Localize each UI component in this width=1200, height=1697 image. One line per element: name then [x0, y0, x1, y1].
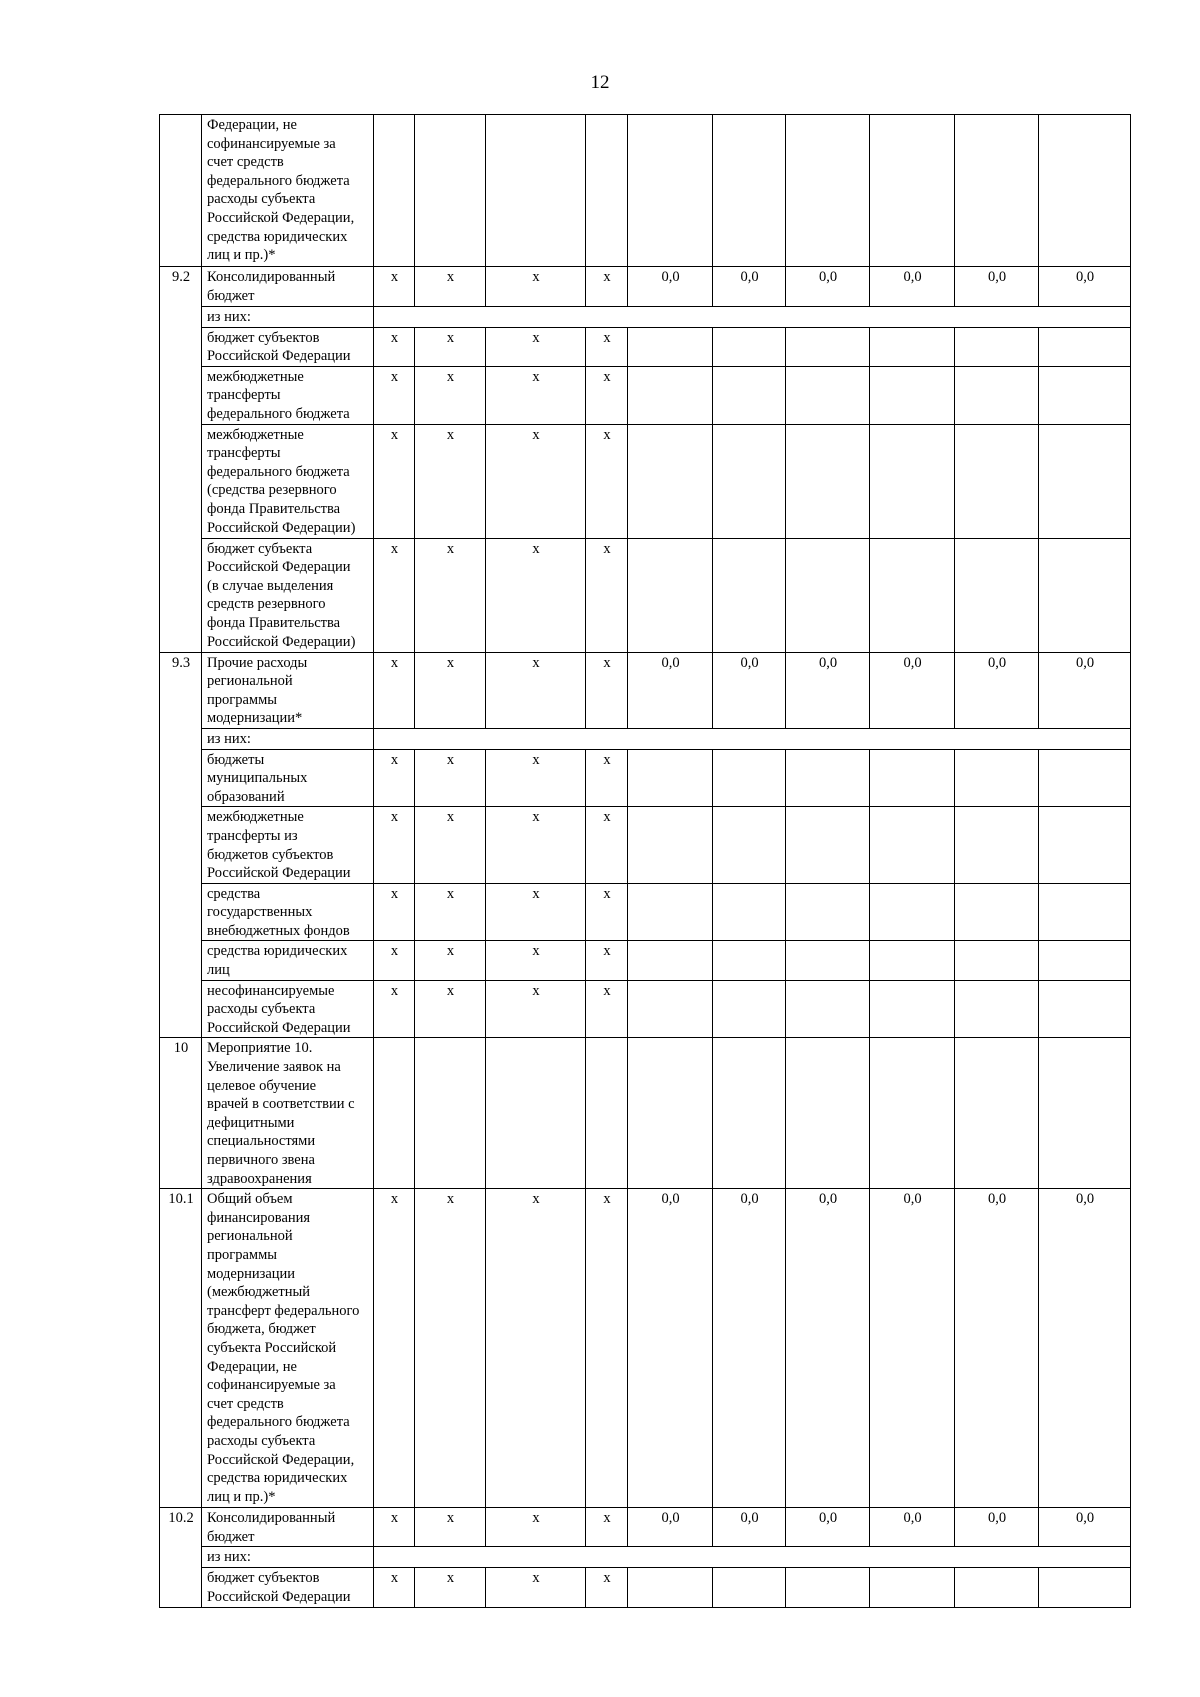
item-label: межбюджетные трансферты федерального бюджета (средства резервного фонда Правительства Российской Федерации)	[202, 424, 374, 538]
empty-cell	[870, 1567, 955, 1607]
x-mark-cell: х	[374, 941, 415, 980]
x-mark-cell: х	[374, 883, 415, 941]
empty-cell	[955, 883, 1039, 941]
item-label: средства юридических лиц	[202, 941, 374, 980]
empty-cell	[628, 1567, 713, 1607]
subheading-cell: из них:	[202, 1547, 374, 1568]
x-mark-cell: х	[486, 1189, 586, 1508]
item-label: средства государственных внебюджетных фондов	[202, 883, 374, 941]
item-label: межбюджетные трансферты из бюджетов субъектов Российской Федерации	[202, 807, 374, 883]
table-row	[160, 307, 1131, 328]
empty-cell	[1039, 538, 1131, 652]
x-mark-cell: х	[486, 1508, 586, 1547]
x-mark-cell: х	[374, 424, 415, 538]
table-row	[160, 1567, 1131, 1607]
x-mark-cell: х	[486, 883, 586, 941]
subheading-cell: из них:	[202, 307, 374, 328]
value-cell: 0,0	[713, 1189, 786, 1508]
empty-cell	[586, 1038, 628, 1189]
empty-cell	[374, 307, 1131, 328]
empty-cell	[713, 1567, 786, 1607]
subheading-cell: из них:	[202, 728, 374, 749]
empty-cell	[374, 115, 415, 267]
empty-cell	[870, 327, 955, 366]
x-mark-cell: х	[374, 366, 415, 424]
item-label: Общий объем финансирования региональной программы модернизации (межбюджетный трансферт федерального бюджета, бюджет субъекта Российской Федерации, не софинансируемые за счет средств федерального бюджета расходы субъекта Российской Федерации, средства юридических лиц и пр.)*	[202, 1189, 374, 1508]
table-row	[160, 327, 1131, 366]
empty-cell	[1039, 327, 1131, 366]
empty-cell	[870, 366, 955, 424]
value-cell: 0,0	[955, 652, 1039, 728]
empty-cell	[713, 941, 786, 980]
value-cell: 0,0	[870, 652, 955, 728]
empty-cell	[628, 115, 713, 267]
value-cell: 0,0	[713, 652, 786, 728]
x-mark-cell: х	[374, 652, 415, 728]
empty-cell	[374, 728, 1131, 749]
value-cell: 0,0	[955, 1508, 1039, 1547]
item-label: Мероприятие 10. Увеличение заявок на целевое обучение врачей в соответствии с дефицитными специальностями первичного звена здравоохранения	[202, 1038, 374, 1189]
x-mark-cell: х	[374, 538, 415, 652]
table-row	[160, 424, 1131, 538]
empty-cell	[1039, 749, 1131, 807]
x-mark-cell: х	[486, 366, 586, 424]
empty-cell	[374, 1038, 415, 1189]
empty-cell	[1039, 941, 1131, 980]
value-cell: 0,0	[870, 267, 955, 307]
value-cell: 0,0	[786, 1508, 870, 1547]
item-label: Прочие расходы региональной программы модернизации*	[202, 652, 374, 728]
x-mark-cell: х	[415, 1508, 486, 1547]
empty-cell	[713, 749, 786, 807]
x-mark-cell: х	[486, 807, 586, 883]
empty-cell	[955, 749, 1039, 807]
row-number: 9.2	[160, 267, 202, 653]
empty-cell	[786, 327, 870, 366]
empty-cell	[786, 538, 870, 652]
empty-cell	[870, 749, 955, 807]
x-mark-cell: х	[415, 807, 486, 883]
value-cell: 0,0	[955, 267, 1039, 307]
x-mark-cell: х	[374, 327, 415, 366]
x-mark-cell: х	[415, 980, 486, 1038]
x-mark-cell: х	[586, 980, 628, 1038]
empty-cell	[628, 980, 713, 1038]
empty-cell	[786, 115, 870, 267]
table-row	[160, 883, 1131, 941]
x-mark-cell: х	[586, 652, 628, 728]
empty-cell	[713, 327, 786, 366]
empty-cell	[1039, 115, 1131, 267]
empty-cell	[628, 327, 713, 366]
empty-cell	[1039, 1567, 1131, 1607]
empty-cell	[486, 115, 586, 267]
table-row	[160, 366, 1131, 424]
x-mark-cell: х	[586, 538, 628, 652]
empty-cell	[786, 807, 870, 883]
x-mark-cell: х	[586, 807, 628, 883]
table-row	[160, 807, 1131, 883]
empty-cell	[628, 424, 713, 538]
empty-cell	[955, 980, 1039, 1038]
empty-cell	[870, 115, 955, 267]
x-mark-cell: х	[415, 1567, 486, 1607]
empty-cell	[713, 1038, 786, 1189]
empty-cell	[786, 883, 870, 941]
table-row	[160, 652, 1131, 728]
empty-cell	[955, 1038, 1039, 1189]
item-label: Консолидированный бюджет	[202, 267, 374, 307]
x-mark-cell: х	[586, 327, 628, 366]
x-mark-cell: х	[374, 807, 415, 883]
x-mark-cell: х	[374, 267, 415, 307]
empty-cell	[786, 941, 870, 980]
table-row	[160, 1189, 1131, 1508]
table-body	[160, 115, 1131, 1608]
value-cell: 0,0	[870, 1508, 955, 1547]
x-mark-cell: х	[374, 749, 415, 807]
item-label: несофинансируемые расходы субъекта Российской Федерации	[202, 980, 374, 1038]
empty-cell	[374, 1547, 1131, 1568]
empty-cell	[1039, 807, 1131, 883]
empty-cell	[628, 807, 713, 883]
empty-cell	[713, 538, 786, 652]
x-mark-cell: х	[486, 652, 586, 728]
value-cell: 0,0	[713, 1508, 786, 1547]
item-label: Консолидированный бюджет	[202, 1508, 374, 1547]
x-mark-cell: х	[415, 749, 486, 807]
value-cell: 0,0	[955, 1189, 1039, 1508]
empty-cell	[955, 115, 1039, 267]
x-mark-cell: х	[486, 1567, 586, 1607]
x-mark-cell: х	[586, 1508, 628, 1547]
empty-cell	[415, 1038, 486, 1189]
empty-cell	[955, 327, 1039, 366]
empty-cell	[628, 1038, 713, 1189]
x-mark-cell: х	[486, 980, 586, 1038]
row-number: 10.2	[160, 1508, 202, 1608]
table-row	[160, 941, 1131, 980]
x-mark-cell: х	[374, 980, 415, 1038]
empty-cell	[628, 538, 713, 652]
value-cell: 0,0	[786, 652, 870, 728]
value-cell: 0,0	[628, 267, 713, 307]
value-cell: 0,0	[713, 267, 786, 307]
item-label: бюджеты муниципальных образований	[202, 749, 374, 807]
empty-cell	[955, 941, 1039, 980]
empty-cell	[1039, 1038, 1131, 1189]
x-mark-cell: х	[586, 267, 628, 307]
x-mark-cell: х	[486, 267, 586, 307]
x-mark-cell: х	[586, 941, 628, 980]
empty-cell	[586, 115, 628, 267]
x-mark-cell: х	[486, 941, 586, 980]
table-row	[160, 728, 1131, 749]
row-number	[160, 115, 202, 267]
x-mark-cell: х	[415, 424, 486, 538]
x-mark-cell: х	[415, 1189, 486, 1508]
empty-cell	[786, 366, 870, 424]
empty-cell	[713, 366, 786, 424]
empty-cell	[786, 424, 870, 538]
value-cell: 0,0	[870, 1189, 955, 1508]
empty-cell	[628, 749, 713, 807]
x-mark-cell: х	[415, 366, 486, 424]
x-mark-cell: х	[586, 1189, 628, 1508]
value-cell: 0,0	[628, 1508, 713, 1547]
empty-cell	[415, 115, 486, 267]
empty-cell	[628, 941, 713, 980]
x-mark-cell: х	[415, 941, 486, 980]
x-mark-cell: х	[486, 749, 586, 807]
table-row	[160, 1547, 1131, 1568]
item-label: Федерации, не софинансируемые за счет средств федерального бюджета расходы субъекта Российской Федерации, средства юридических лиц и пр.)*	[202, 115, 374, 267]
empty-cell	[955, 424, 1039, 538]
table-row	[160, 749, 1131, 807]
empty-cell	[628, 366, 713, 424]
x-mark-cell: х	[586, 1567, 628, 1607]
empty-cell	[955, 807, 1039, 883]
empty-cell	[870, 883, 955, 941]
empty-cell	[786, 1038, 870, 1189]
empty-cell	[870, 424, 955, 538]
x-mark-cell: х	[486, 327, 586, 366]
x-mark-cell: х	[586, 424, 628, 538]
empty-cell	[870, 941, 955, 980]
empty-cell	[1039, 883, 1131, 941]
empty-cell	[486, 1038, 586, 1189]
table-row	[160, 1508, 1131, 1547]
table-row	[160, 115, 1131, 267]
value-cell: 0,0	[1039, 652, 1131, 728]
value-cell: 0,0	[786, 1189, 870, 1508]
table-row	[160, 267, 1131, 307]
value-cell: 0,0	[628, 652, 713, 728]
empty-cell	[870, 980, 955, 1038]
empty-cell	[870, 538, 955, 652]
empty-cell	[713, 883, 786, 941]
item-label: бюджет субъекта Российской Федерации (в случае выделения средств резервного фонда Правительства Российской Федерации)	[202, 538, 374, 652]
empty-cell	[786, 1567, 870, 1607]
empty-cell	[786, 980, 870, 1038]
item-label: бюджет субъектов Российской Федерации	[202, 1567, 374, 1607]
empty-cell	[955, 538, 1039, 652]
x-mark-cell: х	[374, 1567, 415, 1607]
empty-cell	[713, 980, 786, 1038]
x-mark-cell: х	[415, 883, 486, 941]
value-cell: 0,0	[1039, 1189, 1131, 1508]
item-label: межбюджетные трансферты федерального бюджета	[202, 366, 374, 424]
value-cell: 0,0	[628, 1189, 713, 1508]
table-row	[160, 980, 1131, 1038]
empty-cell	[1039, 366, 1131, 424]
empty-cell	[870, 807, 955, 883]
empty-cell	[713, 115, 786, 267]
x-mark-cell: х	[415, 267, 486, 307]
row-number: 9.3	[160, 652, 202, 1038]
item-label: бюджет субъектов Российской Федерации	[202, 327, 374, 366]
x-mark-cell: х	[374, 1508, 415, 1547]
empty-cell	[955, 366, 1039, 424]
empty-cell	[1039, 980, 1131, 1038]
empty-cell	[713, 807, 786, 883]
row-number: 10.1	[160, 1189, 202, 1508]
value-cell: 0,0	[786, 267, 870, 307]
x-mark-cell: х	[374, 1189, 415, 1508]
financing-table	[159, 114, 1131, 1608]
value-cell: 0,0	[1039, 1508, 1131, 1547]
x-mark-cell: х	[415, 652, 486, 728]
value-cell: 0,0	[1039, 267, 1131, 307]
table-row	[160, 538, 1131, 652]
x-mark-cell: х	[586, 366, 628, 424]
table-row	[160, 1038, 1131, 1189]
x-mark-cell: х	[415, 538, 486, 652]
x-mark-cell: х	[586, 749, 628, 807]
x-mark-cell: х	[415, 327, 486, 366]
x-mark-cell: х	[486, 424, 586, 538]
page-number: 12	[590, 72, 610, 93]
row-number: 10	[160, 1038, 202, 1189]
empty-cell	[870, 1038, 955, 1189]
empty-cell	[628, 883, 713, 941]
empty-cell	[1039, 424, 1131, 538]
empty-cell	[713, 424, 786, 538]
empty-cell	[786, 749, 870, 807]
empty-cell	[955, 1567, 1039, 1607]
x-mark-cell: х	[486, 538, 586, 652]
x-mark-cell: х	[586, 883, 628, 941]
